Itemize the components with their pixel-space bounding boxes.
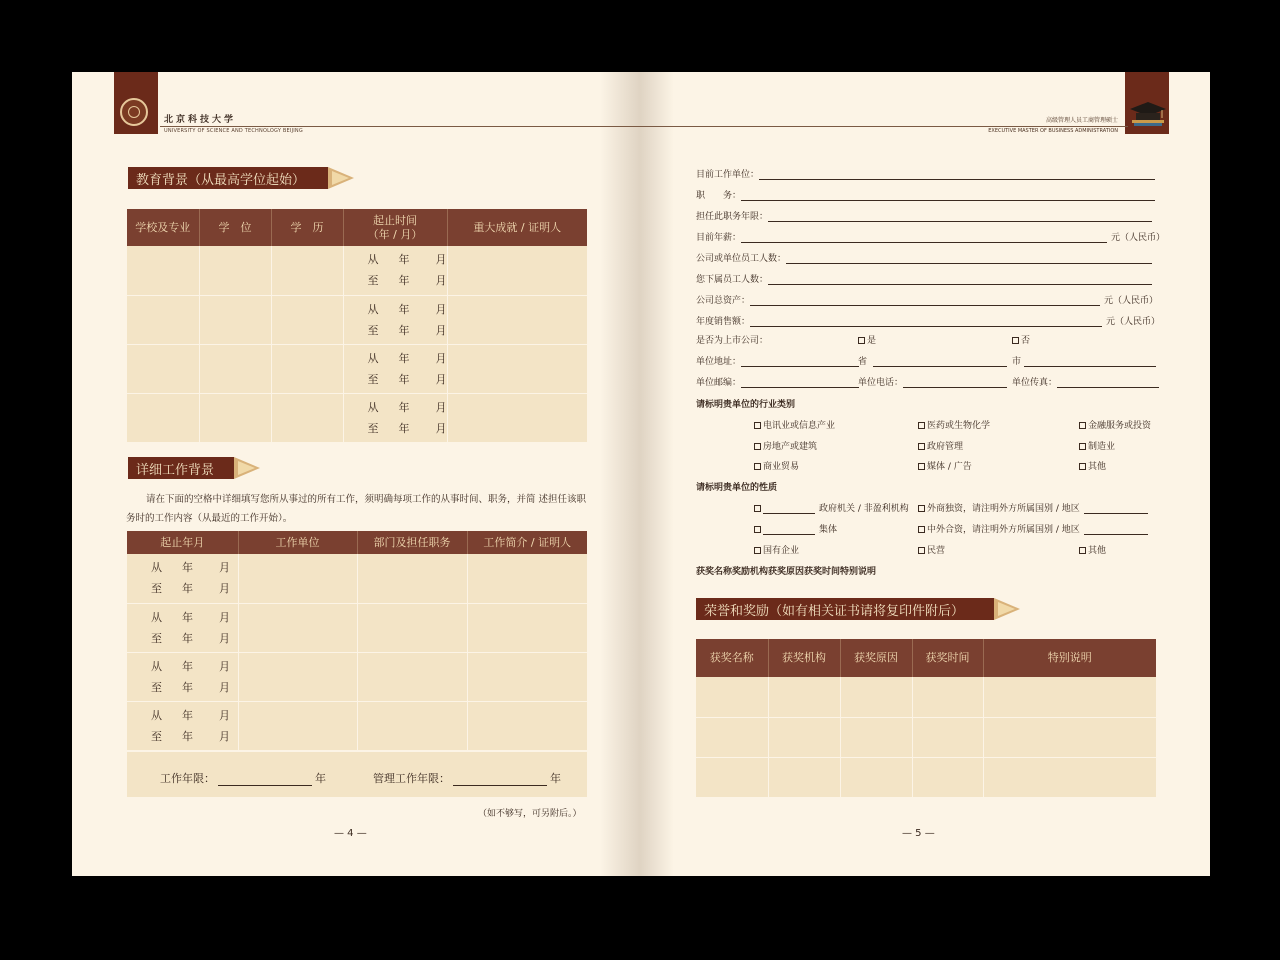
table-cell[interactable] (238, 603, 357, 652)
table-cell[interactable] (238, 554, 357, 603)
to-line: 至 年 月 (151, 680, 230, 694)
industry-option-other[interactable]: 其他 (1079, 459, 1106, 472)
table-cell[interactable] (127, 393, 199, 442)
postcode-field[interactable]: 单位邮编： (696, 375, 859, 388)
award-header-notes: 特别说明 (983, 639, 1156, 677)
awards-table (696, 639, 1156, 798)
work-instructions: 请在下面的空格中详细填写您所从事过的所有工作，须明确每项工作的从事时间、职务，并简 述担任该职务时的工作内容（从最近的工作开始）。 (126, 494, 587, 524)
industry-option-realestate[interactable]: 房地产或建筑 (754, 439, 817, 452)
period-cell[interactable] (127, 603, 238, 652)
industry-title: 请标明贵单位的行业类别 (696, 400, 796, 410)
table-cell[interactable] (840, 717, 912, 757)
province-field[interactable]: 省 (858, 354, 1007, 367)
edu-header-qualification: 学 历 (271, 209, 343, 246)
to-line: 至 年 月 (367, 421, 447, 435)
education-table (127, 209, 587, 443)
period-cell[interactable] (127, 554, 238, 603)
table-row (127, 393, 587, 442)
from-line: 从 年 月 (367, 400, 447, 414)
from-line: 从 年 月 (151, 659, 230, 673)
to-line: 至 年 月 (151, 631, 230, 645)
edu-header-degree: 学 位 (199, 209, 271, 246)
awards-title-text: 荣誉和奖励（如有相关证书请将复印件附后） (704, 603, 965, 619)
period-cell[interactable] (343, 246, 447, 295)
annual-salary-field[interactable]: 目前年薪： 元（人民币） (696, 233, 1166, 243)
period-cell[interactable] (343, 295, 447, 344)
table-cell[interactable] (467, 603, 587, 652)
listed-yes-checkbox[interactable]: 是 (858, 333, 876, 346)
industry-option-manufacturing[interactable]: 制造业 (1079, 439, 1115, 452)
table-cell[interactable] (447, 344, 587, 393)
nature-title: 请标明贵单位的性质 (696, 483, 778, 493)
table-row (127, 246, 587, 295)
table-cell[interactable] (467, 554, 587, 603)
period-cell[interactable] (343, 393, 447, 442)
table-cell[interactable] (983, 717, 1156, 757)
table-cell[interactable] (447, 295, 587, 344)
graduation-cap-icon (1128, 98, 1168, 128)
to-line: 至 年 月 (151, 729, 230, 743)
table-cell[interactable] (840, 677, 912, 717)
nature-option-state[interactable]: 国有企业 (754, 543, 799, 556)
table-cell[interactable] (357, 603, 467, 652)
table-row (127, 701, 587, 750)
city-field[interactable]: 市 (1012, 354, 1156, 367)
table-cell[interactable] (271, 295, 343, 344)
work-years-bar (127, 752, 587, 797)
table-cell[interactable] (447, 393, 587, 442)
table-cell[interactable] (271, 393, 343, 442)
table-cell[interactable] (127, 246, 199, 295)
university-name-cn: 北京科技大学 (164, 115, 237, 125)
edu-header-period: 起止时间 （年 / 月） (343, 209, 447, 246)
table-cell[interactable] (983, 757, 1156, 797)
nature-option-gov[interactable]: 政府机关 / 非盈利机构 (754, 501, 909, 514)
edu-header-school: 学校及专业 (127, 209, 199, 246)
table-cell[interactable] (199, 344, 271, 393)
to-line: 至 年 月 (367, 274, 447, 288)
left-header-rule (160, 126, 640, 127)
address-field[interactable]: 单位地址： (696, 354, 859, 367)
university-logo (120, 98, 148, 126)
listed-label: 是否为上市公司： (696, 336, 769, 346)
table-cell[interactable] (127, 295, 199, 344)
subordinates-field[interactable]: 您下属员工人数： (696, 269, 1156, 285)
table-cell[interactable] (768, 717, 840, 757)
from-line: 从 年 月 (151, 561, 230, 575)
page-number-left: — 4 — (334, 828, 367, 839)
education-section-title (128, 167, 328, 189)
overflow-note: （如不够写，可另附后。） (478, 809, 582, 819)
table-cell[interactable] (357, 701, 467, 750)
work-years-field[interactable]: 工作年限： 年 (160, 772, 326, 785)
listed-no-checkbox[interactable]: 否 (1012, 333, 1030, 346)
table-cell[interactable] (467, 701, 587, 750)
table-cell[interactable] (768, 677, 840, 717)
table-cell[interactable] (467, 652, 587, 701)
table-row (127, 554, 587, 603)
education-title-text: 教育背景（从最高学位起始） (136, 172, 306, 188)
work-table (127, 531, 587, 751)
table-cell[interactable] (983, 677, 1156, 717)
table-row (127, 344, 587, 393)
industry-option-media[interactable]: 媒体 / 广告 (918, 459, 972, 472)
table-cell[interactable] (912, 757, 983, 797)
table-cell[interactable] (127, 344, 199, 393)
right-header-rule (640, 126, 1128, 127)
spine-shadow-left (600, 72, 640, 876)
award-header-org: 获奖机构 (768, 639, 840, 677)
table-row (696, 757, 1156, 797)
page-number-right: — 5 — (902, 828, 935, 839)
award-header-name: 获奖名称 (696, 639, 768, 677)
work-header-employer: 工作单位 (238, 531, 357, 554)
period-cell[interactable] (127, 701, 238, 750)
table-cell[interactable] (199, 393, 271, 442)
table-cell[interactable] (840, 757, 912, 797)
table-cell[interactable] (199, 246, 271, 295)
program-name-en: EXECUTIVE MASTER OF BUSINESS ADMINISTRATION (988, 128, 1118, 134)
from-line: 从 年 月 (367, 351, 447, 365)
table-cell[interactable] (912, 677, 983, 717)
work-section-title (128, 457, 234, 479)
table-cell[interactable] (696, 677, 768, 717)
award-header-reason: 获奖原因 (840, 639, 912, 677)
phone-field[interactable]: 单位电话： (858, 375, 1007, 388)
work-header-period: 起止年月 (127, 531, 238, 554)
current-employer-field[interactable]: 目前工作单位： (696, 164, 1156, 180)
nature-option-private[interactable]: 民营 (918, 543, 945, 556)
industry-option-trade[interactable]: 商业贸易 (754, 459, 799, 472)
industry-option-finance[interactable]: 金融服务或投资 (1079, 418, 1151, 431)
company-employees-field[interactable]: 公司或单位员工人数： (696, 248, 1156, 264)
annual-sales-field[interactable]: 年度销售额： 元（人民币） (696, 317, 1161, 327)
spine-shadow-right (640, 72, 674, 876)
industry-option-government[interactable]: 政府管理 (918, 439, 963, 452)
fax-field[interactable]: 单位传真： (1012, 375, 1159, 388)
awards-section-title (696, 598, 994, 620)
edu-header-achievements: 重大成就 / 证明人 (447, 209, 587, 246)
table-row (127, 652, 587, 701)
to-line: 至 年 月 (367, 372, 447, 386)
nature-option-other[interactable]: 其他 (1079, 543, 1106, 556)
table-row (696, 677, 1156, 717)
period-cell[interactable] (343, 344, 447, 393)
table-row (127, 295, 587, 344)
nature-option-collective[interactable]: 集体 (754, 522, 837, 535)
industry-option-pharma[interactable]: 医药或生物化学 (918, 418, 990, 431)
table-cell[interactable] (271, 246, 343, 295)
from-line: 从 年 月 (151, 610, 230, 624)
nature-option-joint[interactable]: 中外合资，请注明外方所属国别 / 地区 (918, 522, 1148, 535)
industry-option-telecom[interactable]: 电讯业或信息产业 (754, 418, 835, 431)
from-line: 从 年 月 (151, 708, 230, 722)
table-cell[interactable] (696, 717, 768, 757)
total-assets-field[interactable]: 公司总资产： 元（人民币） (696, 296, 1159, 306)
period-cell[interactable] (127, 652, 238, 701)
from-line: 从 年 月 (367, 253, 447, 267)
mgmt-years-field[interactable]: 管理工作年限： 年 (373, 772, 561, 785)
table-cell[interactable] (238, 701, 357, 750)
work-title-text: 详细工作背景 (136, 462, 215, 478)
position-field[interactable]: 职 务： (696, 185, 1156, 201)
work-header-description: 工作简介 / 证明人 (467, 531, 587, 554)
table-cell[interactable] (238, 652, 357, 701)
table-cell[interactable] (696, 757, 768, 797)
university-name-en: UNIVERSITY OF SCIENCE AND TECHNOLOGY BEIJING (164, 128, 303, 134)
award-fields-line: 获奖名称奖励机构获奖原因获奖时间特别说明 (696, 567, 877, 577)
award-header-date: 获奖时间 (912, 639, 983, 677)
years-in-position-field[interactable]: 担任此职务年限： (696, 206, 1156, 222)
table-cell[interactable] (912, 717, 983, 757)
from-line: 从 年 月 (367, 302, 447, 316)
to-line: 至 年 月 (151, 582, 230, 596)
table-cell[interactable] (199, 295, 271, 344)
to-line: 至 年 月 (367, 323, 447, 337)
table-row (127, 603, 587, 652)
table-row (696, 717, 1156, 757)
table-cell[interactable] (357, 554, 467, 603)
work-header-department: 部门及担任职务 (357, 531, 467, 554)
table-cell[interactable] (357, 652, 467, 701)
table-cell[interactable] (447, 246, 587, 295)
table-cell[interactable] (271, 344, 343, 393)
program-name-cn: 高级管理人员工商管理硕士 (1045, 117, 1118, 124)
nature-option-foreign[interactable]: 外商独资，请注明外方所属国别 / 地区 (918, 501, 1148, 514)
table-cell[interactable] (768, 757, 840, 797)
